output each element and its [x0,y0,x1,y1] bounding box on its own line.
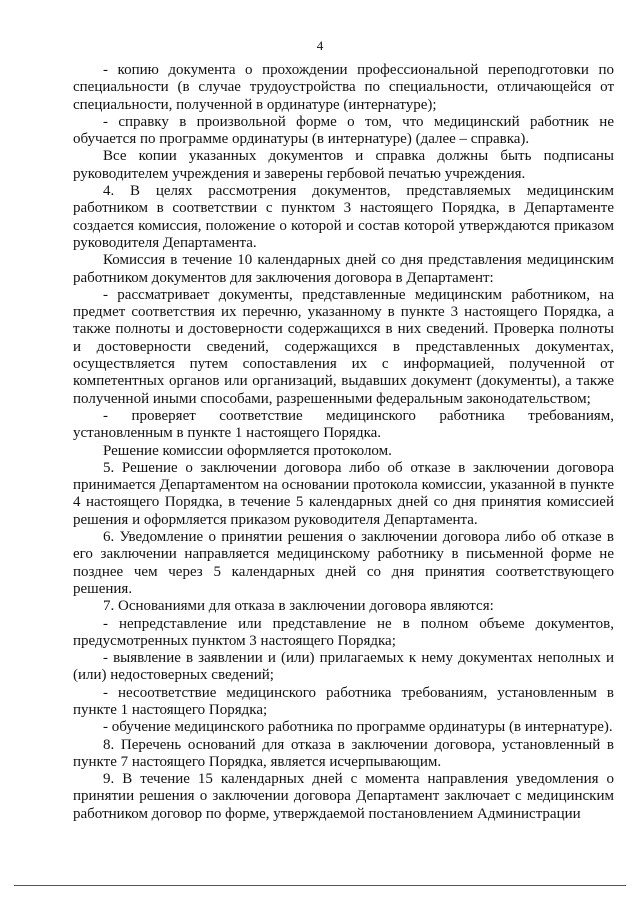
footer-divider [14,885,626,886]
page-number: 4 [316,38,324,53]
paragraph-item-7: 7. Основаниями для отказа в заключении договора являются: [103,598,494,615]
paragraph-item-8: 8. Перечень оснований для отказа в заключении договора, установленный в пункте 7 настоящего Порядка, является исчерпывающим. [73,736,614,770]
paragraph-item-5: 5. Решение о заключении договора либо об отказе в заключении договора принимается Департаментом на основании протокола комиссии, указанной в пункте 4 настоящего Порядка, в течение 5 календарных дней со дня принятия комиссией решения и оформляется приказом руководителя Департамента. [73,459,614,528]
paragraph-commission-term: Комиссия в течение 10 календарных дней со дня представления медицинским работником документов для заключения договора в Департамент: [73,252,614,286]
paragraph-commission-checks: - проверяет соответствие медицинского работника требованиям, установленным в пункте 1 настоящего Порядка. [73,407,614,442]
paragraph-copies-signed: Все копии указанных документов и справка должны быть подписаны руководителем учреждения и заверены гербовой печатью учреждения. [73,148,614,182]
paragraph-refusal-ground-2: - выявление в заявлении и (или) прилагаемых к нему документах неполных и (или) недостоверных сведений; [73,650,614,684]
paragraph-retraining-copy: - копию документа о прохождении профессиональной переподготовки по специальности (в случае трудоустройства по специальности, отличающейся от специальности, полученной в ординатуре (интернатуре); [73,62,614,113]
paragraph-item-4: 4. В целях рассмотрения документов, представляемых медицинским работником в соответствии с пунктом 3 настоящего Порядка, в Департаменте создается комиссия, положение о которой и состав которой утверждаются приказом руководителя Департамента. [73,183,614,251]
paragraph-commission-protocol: Решение комиссии оформляется протоколом. [103,442,392,459]
paragraph-refusal-ground-3: - несоответствие медицинского работника требованиям, установленным в пункте 1 настоящего Порядка; [73,684,614,718]
paragraph-commission-reviews: - рассматривает документы, представленные медицинским работником, на предмет соответствия их перечню, указанному в пункте 3 настоящего Порядка, а также полноты и достоверности содержащихся в них сведений. Проверка полноты и достоверности сведений, содержащихся в представленных документах, осуществляется путем сопоставления их с информацией, полученной от компетентных органов или организаций, выдавших документ (документы), а также полученной иными способами, разрешенными федеральным законодательством; [73,286,614,407]
paragraph-item-6: 6. Уведомление о принятии решения о заключении договора либо об отказе в его заключении направляется медицинскому работнику в письменной форме не позднее чем через 5 календарных дней со дня принятия соответствующего решения. [73,529,614,597]
document-body [73,62,614,823]
paragraph-refusal-ground-1: - непредставление или представление не в полном объеме документов, предусмотренных пунктом 3 настоящего Порядка; [73,615,614,649]
paragraph-refusal-ground-4: - обучение медицинского работника по программе ординатуры (в интернатуре). [103,719,613,736]
paragraph-item-9: 9. В течение 15 календарных дней с момента направления уведомления о принятии решения о заключении договора Департамент заключает с медицинским работником договор по форме, утверждаемой постановлением Администрации [73,771,614,822]
paragraph-certificate: - справку в произвольной форме о том, что медицинский работник не обучается по программе ординатуры (в интернатуре) (далее – справка). [73,113,614,148]
